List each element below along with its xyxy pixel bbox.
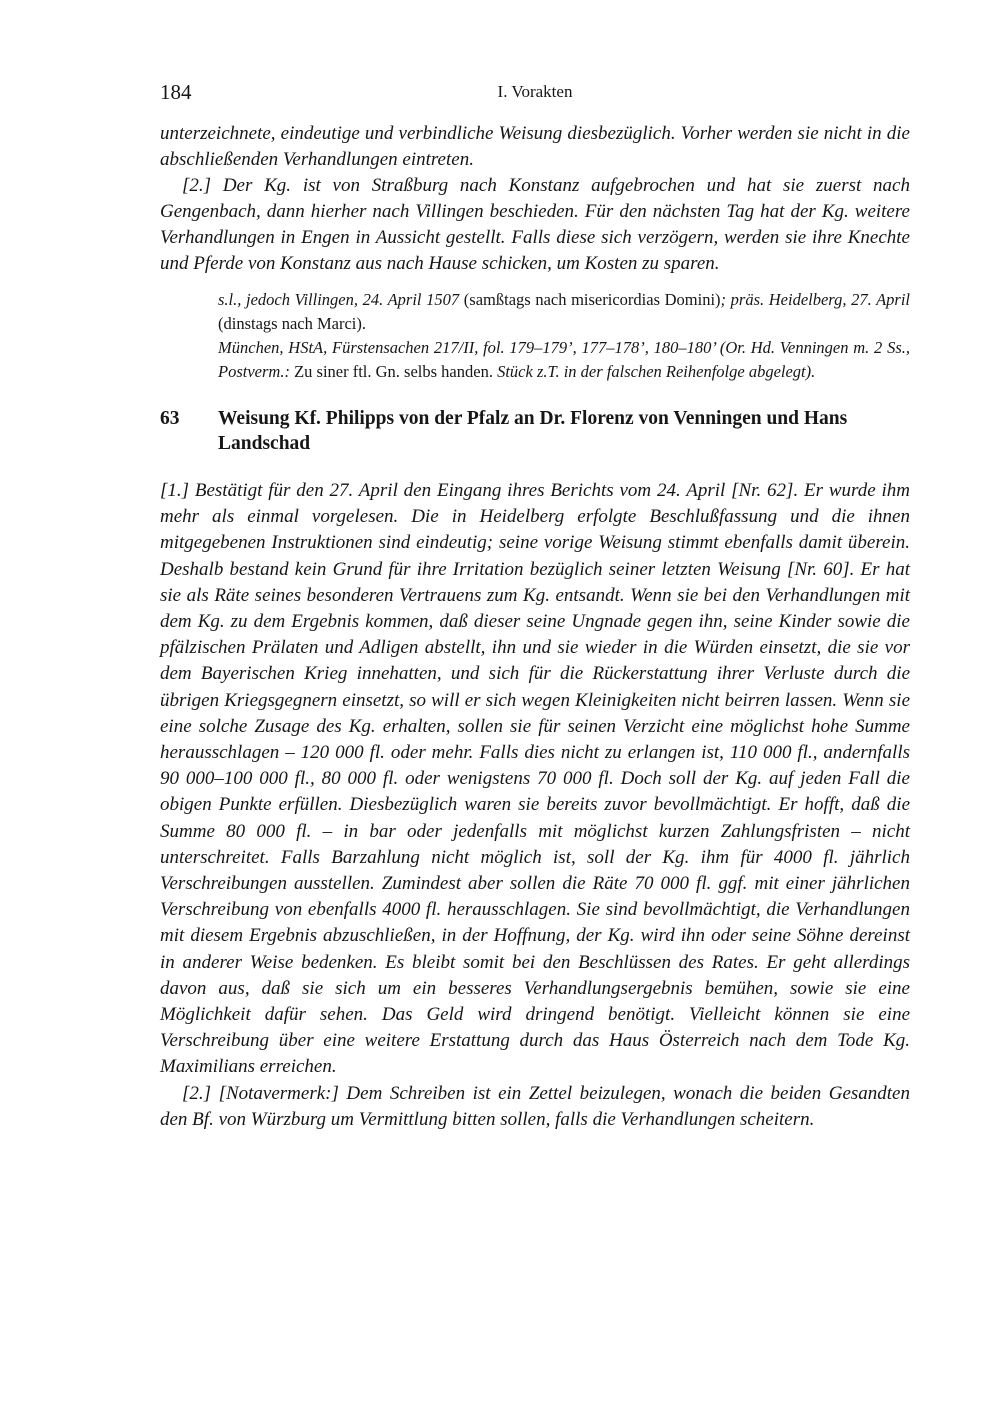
prev-doc-paragraph-2: [2.] Der Kg. ist von Straßburg nach Konstanz aufgebrochen und hat sie zuerst nach Gengenbach, dann hierher nach Villingen beschieden. Für den nächsten Tag hat der Kg. weitere Verhandlungen in Engen in Aussicht gestellt. Falls diese sich verzögern, werden sie ihre Knechte und Pferde von Konstanz aus nach Hause schicken, um Kosten zu sparen. [160,175,910,274]
page-body [160,121,910,1133]
archive-note: Stück z.T. in der falschen Reihenfolge abgelegt). [497,362,816,381]
regest-paragraph-2: [2.] [Notavermerk:] Dem Schreiben ist ein Zettel beizulegen, wonach die beiden Gesandten den Bf. von Würzburg um Vermittlung bitten sollen, falls die Verhandlungen scheitern. [160,1082,910,1130]
page-header [160,80,910,108]
archive-roman: Zu siner ftl. Gn. selbs handen. [289,362,498,381]
document-regest [160,478,910,1133]
source-apparatus [218,288,910,384]
presentation-italic: ; präs. Heidelberg, 27. April [720,290,910,309]
archive-italic: München, HStA, Fürstensachen 217/II, fol. 179–179’, 177–178’, 180–180’ (Or. Hd. Venningen m. 2 Ss., Postverm.: [218,338,910,381]
document-number: 63 [160,408,180,429]
regest-paragraph-1: [1.] Bestätigt für den 27. April den Eingang ihres Berichts vom 24. April [Nr. 62]. Er wurde ihm mehr als einmal vorgelesen. Die in Heidelberg erfolgte Beschlußfassung und die ihnen mitgegebenen Instruktionen sind eindeutig; seine vorige Weisung stimmt ebenfalls damit überein. Deshalb bestand kein Grund für ihre Irritation bezüglich seiner letzten Weisung [Nr. 60]. Er hat sie als Räte seines besonderen Vertrauens zum Kg. entsandt. Wenn sie bei den Verhandlungen mit dem Kg. zu dem Ergebnis kommen, daß dieser seine Ungnade gegen ihn, seine Kinder sowie die pfälzischen Prälaten und Adligen abstellt, ihn und sie wieder in die Würden einsetzt, die sie vor dem Bayerischen Krieg innehatten, und sich für die Rückerstattung ihrer Verluste durch die übrigen Kriegsgegnern einsetzt, so will er sich wegen Kleinigkeiten nicht beirren lassen. Wenn sie eine solche Zusage des Kg. erhalten, sollen sie für seinen Verzicht eine möglichst hohe Summe herausschlagen – 120 000 fl. oder mehr. Falls dies nicht zu erlangen ist, 110 000 fl., andernfalls 90 000–100 000 fl., 80 000 fl. oder wenigstens 70 000 fl. Doch soll der Kg. auf jeden Fall die obigen Punkte erfüllen. Diesbezüglich waren sie bereits zuvor bevollmächtigt. Er hofft, daß die Summe 80 000 fl. – in bar oder jedenfalls mit möglichst kurzen Zahlungsfristen – nicht unterschreitet. Falls Barzahlung nicht möglich ist, soll der Kg. ihm für 4000 fl. jährlich Verschreibungen ausstellen. Zumindest aber sollen die Räte 70 000 fl. ggf. mit einer jährlichen Verschreibung von ebenfalls 4000 fl. herausschlagen. Sie sind bevollmächtigt, die Verhandlungen mit diesem Ergebnis abzuschließen, in der Hoffnung, der Kg. wird ihn oder seine Söhne dereinst in anderer Weise bedenken. Es bleibt somit bei den Beschlüssen des Rates. Er geht allerdings davon aus, daß sie sich um ein besseres Verhandlungsergebnis bemühen, sowie sie eine Möglichkeit dafür sehen. Das Geld wird dringend benötigt. Vielleicht können sie eine Verschreibung über eine weitere Erstattung durch das Haus Österreich nach dem Tode Kg. Maximilians erreichen. [160,480,910,1078]
running-head: I. Vorakten [497,82,573,101]
presentation-roman: (dinstags nach Marci). [218,314,366,333]
document-title: Weisung Kf. Philipps von der Pfalz an Dr. Florenz von Venningen und Hans Landschad [218,408,848,454]
prev-doc-paragraph-end: unterzeichnete, eindeutige und verbindliche Weisung diesbezüglich. Vorher werden sie nicht in die abschließenden Verhandlungen eintreten. [160,123,910,170]
date-line [218,288,910,336]
document-heading [160,406,910,456]
page-number: 184 [160,80,192,104]
archive-line [218,336,910,384]
date-italic: s.l., jedoch Villingen, 24. April 1507 [218,290,460,309]
date-roman: (samßtags nach misericordias Domini) [459,290,721,309]
